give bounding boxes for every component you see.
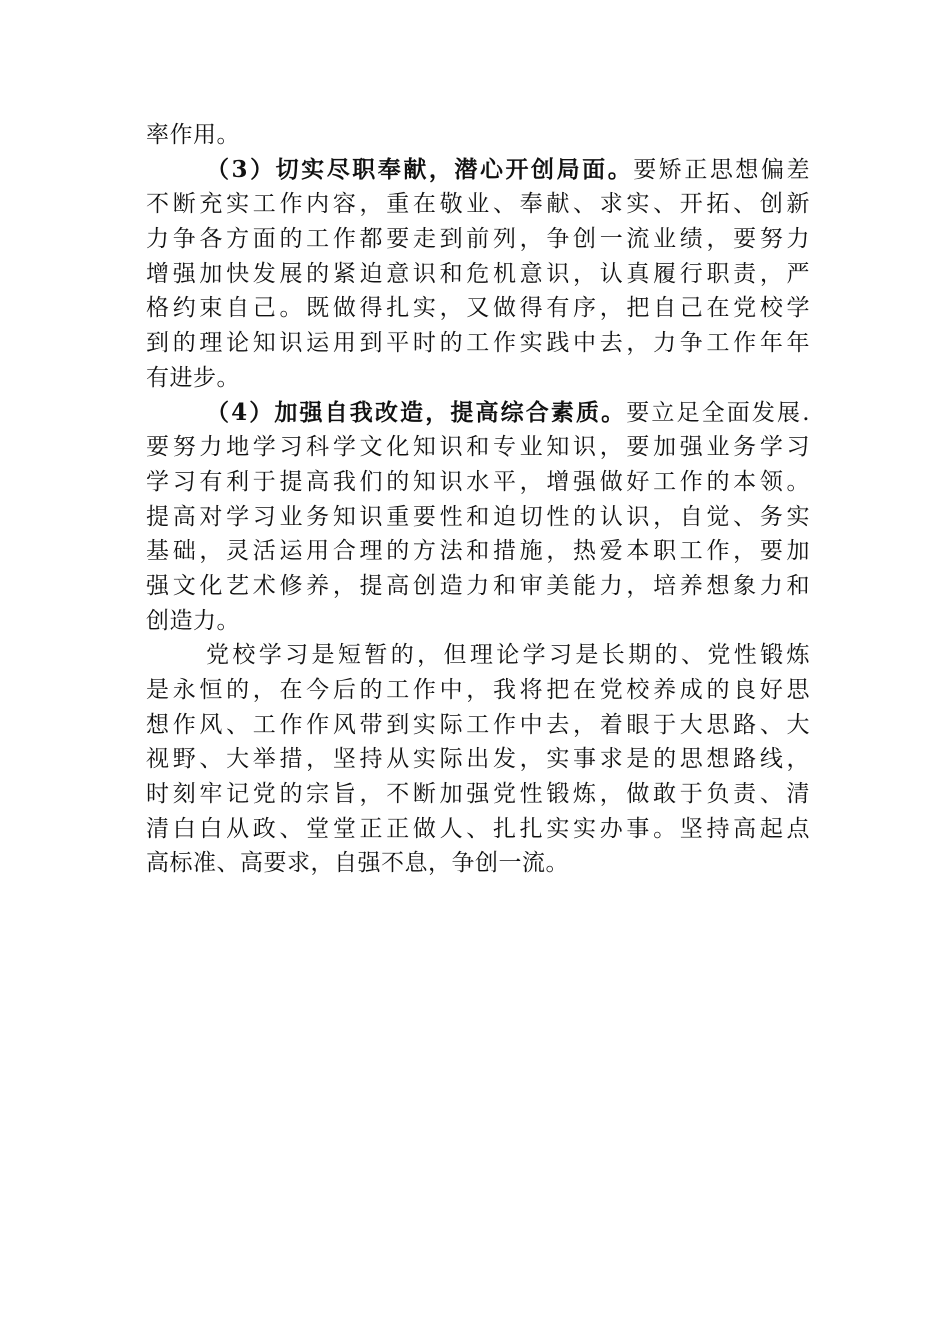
paragraph-line (146, 396, 810, 431)
paragraph-line: 增强加快发展的紧迫意识和危机意识，认真履行职责，严 (146, 260, 810, 287)
paragraph-line: 力争各方面的工作都要走到前列，争创一流业绩，要努力 (146, 226, 810, 253)
paragraph-line: 视野、大举措，坚持从实际出发，实事求是的思想路线， (146, 746, 810, 773)
paragraph-text: 要立足全面发展. (626, 399, 811, 426)
paragraph-line: 基础，灵活运用合理的方法和措施，热爱本职工作，要加 (146, 538, 810, 565)
paragraph-line: 率作用。 (146, 122, 240, 148)
paragraph-line: 不断充实工作内容，重在敬业、奉献、求实、开拓、创新 (146, 191, 810, 218)
paragraph-line: 党校学习是短暂的，但理论学习是长期的、党性锻炼 (206, 642, 810, 669)
paragraph-line: 学习有利于提高我们的知识水平，增强做好工作的本领。 (146, 468, 810, 495)
paragraph-line: 时刻牢记党的宗旨，不断加强党性锻炼，做敢于负责、清 (146, 781, 810, 808)
paragraph-line: 要努力地学习科学文化知识和专业知识，要加强业务学习 (146, 434, 810, 461)
paragraph-line: 是永恒的，在今后的工作中，我将把在党校养成的良好思 (146, 677, 810, 703)
paragraph-line: 提高对学习业务知识重要性和迫切性的认识，自觉、务实 (146, 503, 810, 530)
paragraph-line: 清白白从政、堂堂正正做人、扎扎实实办事。坚持高起点 (146, 815, 810, 842)
paragraph-text: 要矫正思想偏差 (633, 156, 810, 183)
section-heading: （4）加强自我改造，提高综合素质。 (206, 398, 627, 426)
document-body (146, 118, 810, 881)
paragraph-line: 高标准、高要求，自强不息，争创一流。 (146, 850, 569, 877)
paragraph-line: 到的理论知识运用到平时的工作实践中去，力争工作年年 (146, 330, 810, 357)
paragraph-line (146, 153, 810, 188)
paragraph-line: 创造力。 (146, 607, 240, 634)
paragraph-line: 格约束自己。既做得扎实，又做得有序，把自己在党校学 (146, 295, 810, 322)
paragraph-line: 强文化艺术修养，提高创造力和审美能力，培养想象力和 (146, 572, 810, 599)
paragraph-line: 想作风、工作作风带到实际工作中去，着眼于大思路、大 (146, 711, 810, 738)
section-heading: （3）切实尽职奉献，潜心开创局面。 (206, 155, 634, 183)
paragraph-line: 有进步。 (146, 364, 240, 391)
